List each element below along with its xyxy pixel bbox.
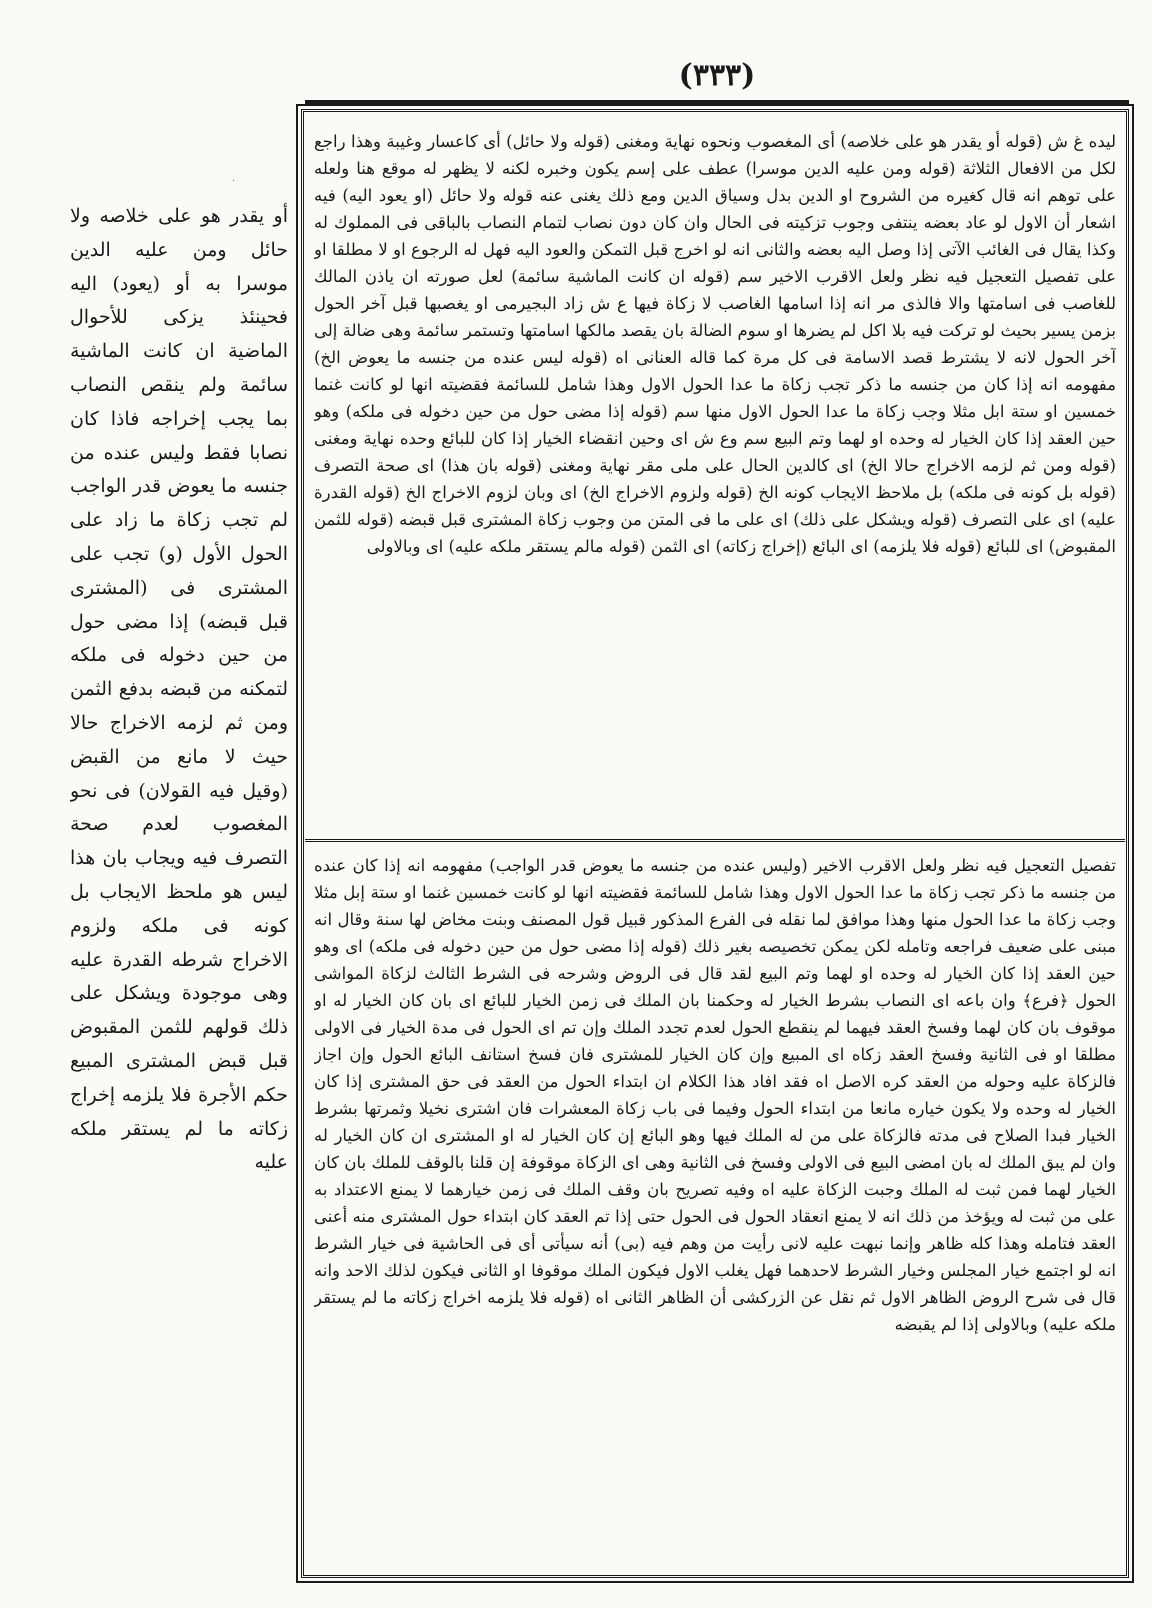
upper-commentary-text: ليده غ ش (قوله أو يقدر هو على خلاصه) أى المغصوب ونحوه نهاية ومغنى (قوله ولا حائل) أى كاعسار وغيبة وهذا راجع لكل من الافعال الثلاثة (قوله ومن عليه الدين موسرا) عطف على إسم يكون وخبره لكنه لا يظهر له موقع هنا ولعله على توهم انه قال كغيره من الشروح او الدين بدل وسياق الدين ومع ذلك يغنى عنه قوله ولا حائل (او يعود اليه) فيه اشعار أن الاول لو عاد بعضه ينتفى وجوب تزكيته فى الحال وان كان دون نصاب لتمام النصاب بالباقى فى المملوك له وكذا يقال فى الغائب الآتى إذا وصل اليه بعضه والثانى انه لو اخرج قبل التمكن والعود اليه فهل له الرجوع او لا مطلقا او على تفصيل التعجيل فيه نظر ولعل الاقرب الاخير سم (قوله ان كانت الماشية سائمة) لعل صورته ان ياذن المالك للغاصب فى اسامتها والا فالذى مر انه إذا اسامها الغاصب لا زكاة فيها ع ش زاد البجيرمى او يغصبها قبل آخر الحول بزمن يسير بحيث لو تركت فيه بلا اكل لم يضرها او سوم الضالة بان يقصد مالكها اسامتها وتستمر سائمة وهى ضالة إلى آخر الحول لانه لا يشترط قصد الاسامة فى كل مرة كما قاله العنانى اه (قوله ليس عنده من جنسه ما يعوض الخ) مفهومه انه إذا كان من جنسه ما ذكر تجب زكاة ما عدا الحول الاول وهذا شامل للسائمة فقضيته انها لو كانت غنما خمسين او ستة ابل مثلا وجب زكاة ما عدا الحول الاول منها سم (قوله إذا مضى حول من حين دخوله فى ملكه) وهو حين العقد إذا كان الخيار له وحده او لهما وتم البيع سم وع ش اى وحين انقضاء الخيار إذا كان للبائع وحده نهاية ومغنى (قوله ومن ثم لزمه الاخراج حالا الخ) اى كالدين الحال على ملى مقر نهاية ومغنى (قوله بان هذا) اى صحة التصرف (قوله بل كونه فى ملكه) بل ملاحظ الايجاب كونه الخ (قوله ولزوم الاخراج الخ) اى وبان لزوم الاخراج الخ (قوله القدرة عليه) اى على التصرف (قوله ويشكل على ذلك) اى على ما فى المتن من وجوب زكاة المشترى قبل قبضه (قوله للثمن المقبوض) اى للبائع (قوله فلا يلزمه) اى البائع (إخراج زكاته) اى الثمن (قوله مالم يستقر ملكه عليه) اى وبالاولى: [314, 132, 1116, 556]
margin-mark: ·: [232, 176, 236, 187]
section-divider: [305, 839, 1125, 842]
margin-main-text-block: [70, 200, 288, 1400]
lower-commentary-block: [314, 852, 1116, 1560]
lower-commentary-text: تفصيل التعجيل فيه نظر ولعل الاقرب الاخير (وليس عنده من جنسه ما يعوض قدر الواجب) مفهومه انه إذا كان عنده من جنسه ما ذكر تجب زكاة ما عدا الحول الاول وهذا شامل للسائمة فقضيته انها لو كانت خمسين غنما او ستة إبل مثلا وجب زكاة ما عدا الحول منها وهذا موافق لما نقله فى الفرع المذكور قبيل قول المصنف وبنت مخاض لها سنة وقال انه مبنى على ضعيف فراجعه وتامله لكن يمكن تخصيصه بغير ذلك (قوله إذا مضى حول من حين دخوله فى ملكه) اى وهو حين العقد إذا كان الخيار له وحده او لهما وتم البيع لقد قال فى الروض وشرحه فى الشرط الثالث لزكاة المواشى الحول ﴿فرع﴾ وان باعه اى النصاب بشرط الخيار له وحكمنا بان الملك فى زمن الخيار للبائع اى بان كان الخيار له او موقوف بان كان لهما وفسخ العقد فيهما لم ينقطع الحول لعدم تجدد الملك وإن تم اى الحول فى مدة الخيار فى الاولى مطلقا او فى الثانية وفسخ العقد زكاه اى المبيع وإن كان الخيار للمشترى فان فسخ استانف البائع الحول وإن اجاز فالزكاة عليه وحوله من العقد كره الاصل اه فقد افاد هذا الكلام ان ابتداء الحول من العقد فى حق المشترى إذا كان الخيار له وحده ولا يكون خياره مانعا من ابتداء الحول وفيما فى باب زكاة المعشرات فان اشترى نخيلا وثمرتها بشرط الخيار فبدا الصلاح فى مدته فالزكاة على من له الملك فيها وهو البائع إن كان الخيار له او المشترى ان كان الخيار له وان لم يبق الملك له بان امضى البيع فى الاولى وفسخ فى الثانية وهى اى الزكاة موقوفة إن قلنا بالوقف للملك بان كان الخيار لهما فمن ثبت له الملك وجبت الزكاة عليه اه وفيه تصريح بان وقف الملك فى زمن خيارهما لا يمنع الاعتداد به على من ثبت له ويؤخذ من ذلك انه لا يمنع انعقاد الحول فى الحول حتى إذا تم العقد كان ابتداء حول المشترى منه أعنى العقد فتامله وهذا كله ظاهر وإنما نبهت عليه لانى رأيت من وهم فيه (بى) أنه سيأتى أى فى الحاشية فى خيار الشرط انه لو اجتمع خيار المجلس وخيار الشرط لاحدهما فهل يغلب الاول فيكون الملك موقوفا او الثانى فيكون لذلك الاحد وانه قال فى شرح الروض الظاهر الاول ثم نقل عن الزركشى أن الظاهر الثانى اه (قوله فلا يلزمه اخراج زكاته ما لم يستقر ملكه عليه) وبالاولى إذا لم يقبضه: [314, 856, 1116, 1334]
margin-main-text: أو يقدر هو على خلاصه ولا حائل ومن عليه الدين موسرا به أو (يعود) اليه فحينئذ يزكى للأحوال الماضية ان كانت الماشية سائمة ولم ينقص النصاب بما يجب إخراجه فاذا كان نصابا فقط وليس عنده من جنسه ما يعوض قدر الواجب لم تجب زكاة ما زاد على الحول الأول (و) تجب على المشترى فى (المشترى قبل قبضه) إذا مضى حول من حين دخوله فى ملكه لتمكنه من قبضه بدفع الثمن ومن ثم لزمه الاخراج حالا حيث لا مانع من القبض (وقيل فيه القولان) فى نحو المغصوب لعدم صحة التصرف فيه ويجاب بان هذا ليس هو ملحظ الايجاب بل كونه فى ملكه ولزوم الاخراج شرطه القدرة عليه وهى موجودة ويشكل على ذلك قولهم للثمن المقبوض قبل قبض المشترى المبيع حكم الأجرة فلا يلزمه إخراج زكاته ما لم يستقر ملكه عليه: [70, 205, 288, 1174]
upper-commentary-block: [314, 128, 1116, 828]
page-number: (٣٣٣): [678, 58, 756, 93]
